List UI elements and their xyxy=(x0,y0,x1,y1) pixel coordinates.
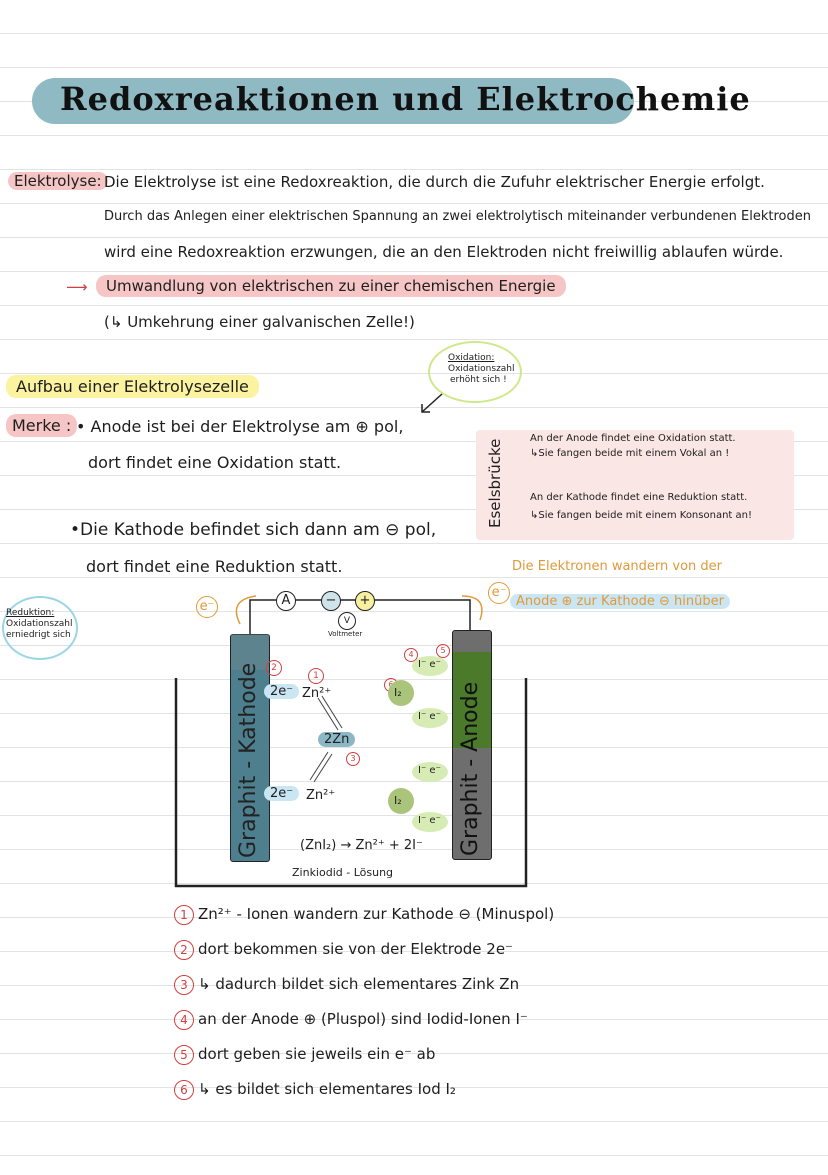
galvanic-note: (↳ Umkehrung einer galvanischen Zelle!) xyxy=(104,313,415,331)
voltmeter-icon: V xyxy=(338,612,356,630)
plus-terminal-icon: + xyxy=(355,591,375,611)
diagram-number-5: 5 xyxy=(436,644,450,658)
solution-label: Zinkiodid - Lösung xyxy=(292,866,394,879)
electron-flow-line1: Die Elektronen wandern von der xyxy=(512,559,723,574)
reduktion-bubble-line3: erniedrigt sich xyxy=(6,630,71,640)
iodine-molecule-2: I₂ xyxy=(394,794,402,807)
zinc-solid: 2Zn xyxy=(318,732,355,747)
eselsbruecke-anode: An der Anode findet eine Oxidation statt. xyxy=(530,433,736,444)
electron-flow-line2: Anode ⊕ zur Kathode ⊖ hinüber xyxy=(510,594,730,609)
eselsbruecke-kathode: An der Kathode findet eine Reduktion statt. xyxy=(530,492,748,503)
step-5: 5 dort geben sie jeweils ein e⁻ ab xyxy=(174,1045,435,1065)
step-4: 4 an der Anode ⊕ (Pluspol) sind Iodid-Ionen I⁻ xyxy=(174,1010,528,1030)
reduktion-bubble-title: Reduktion: xyxy=(6,608,55,618)
kathode-label: Graphit - Kathode xyxy=(236,662,261,858)
oxidation-bubble-line3: erhöht sich ! xyxy=(450,375,507,385)
page-title: Redoxreaktionen und Elektrochemie xyxy=(60,80,751,118)
oxidation-bubble-title: Oxidation: xyxy=(448,353,495,363)
electrons-top: 2e⁻ xyxy=(264,684,299,699)
energy-conversion: Umwandlung von elektrischen zu einer chemischen Energie xyxy=(96,277,566,295)
reduktion-bubble-line2: Oxidationszahl xyxy=(6,619,73,629)
ammeter-icon: A xyxy=(276,591,296,611)
step-2: 2 dort bekommen sie von der Elektrode 2e⁻ xyxy=(174,940,513,960)
eselsbruecke-kathode-hint: ↳Sie fangen beide mit einem Konsonant an! xyxy=(530,510,752,521)
arrow-icon: ⟶ xyxy=(66,278,88,296)
oxidation-bubble-line2: Oxidationszahl xyxy=(448,364,515,374)
elektrolyse-line1: Die Elektrolyse ist eine Redoxreaktion, die durch die Zufuhr elektrischer Energie erfolgt. xyxy=(104,173,765,191)
elektrolyse-line3: wird eine Redoxreaktion erzwungen, die an den Elektroden nicht freiwillig ablaufen würde. xyxy=(104,243,784,261)
elektrolyse-label: Elektrolyse: xyxy=(8,172,108,190)
electrons-bottom: 2e⁻ xyxy=(264,786,299,801)
pointer-arrow-icon xyxy=(416,392,446,416)
iodide-ion-2: I⁻ e⁻ xyxy=(418,711,441,722)
zinc-ion-bottom: Zn²⁺ xyxy=(306,788,336,803)
step-3: 3 ↳ dadurch bildet sich elementares Zink Zn xyxy=(174,975,519,995)
anode-label: Graphit - Anode xyxy=(458,681,483,856)
merke-label: Merke : xyxy=(6,416,77,435)
step-6: 6 ↳ es bildet sich elementares Iod I₂ xyxy=(174,1080,456,1100)
iodine-molecule-1: I₂ xyxy=(394,686,402,699)
dissociation-equation: (ZnI₂) → Zn²⁺ + 2I⁻ xyxy=(300,838,423,853)
diagram-number-4: 4 xyxy=(404,648,418,662)
eselsbruecke-box xyxy=(476,430,794,540)
aufbau-heading: Aufbau einer Elektrolysezelle xyxy=(6,377,259,396)
diagram-number-2: 2 xyxy=(266,660,282,676)
iodide-ion-3: I⁻ e⁻ xyxy=(418,765,441,776)
eselsbruecke-anode-hint: ↳Sie fangen beide mit einem Vokal an ! xyxy=(530,448,730,459)
zinc-ion-top: Zn²⁺ xyxy=(302,686,332,701)
anode-rule-line2: dort findet eine Oxidation statt. xyxy=(88,453,342,472)
step-1: 1 Zn²⁺ - Ionen wandern zur Kathode ⊖ (Minuspol) xyxy=(174,905,554,925)
diagram-number-1: 1 xyxy=(308,668,324,684)
diagram-number-3: 3 xyxy=(346,752,360,766)
anode-rule-line1: • Anode ist bei der Elektrolyse am ⊕ pol, xyxy=(76,417,404,436)
minus-terminal-icon: − xyxy=(321,591,341,611)
kathode-rule-line2: dort findet eine Reduktion statt. xyxy=(86,557,343,576)
voltmeter-label: Voltmeter xyxy=(328,630,363,638)
iodide-ion-4: I⁻ e⁻ xyxy=(418,815,441,826)
kathode-rule-line1: •Die Kathode befindet sich dann am ⊖ pol, xyxy=(70,520,437,540)
electron-left-icon: e⁻ xyxy=(196,596,218,618)
iodide-ion-1: I⁻ e⁻ xyxy=(418,659,441,670)
electron-right-icon: e⁻ xyxy=(488,582,510,604)
eselsbruecke-label: Eselsbrücke xyxy=(486,438,504,528)
elektrolyse-line2: Durch das Anlegen einer elektrischen Spannung an zwei elektrolytisch miteinander verbundenen Elektroden xyxy=(104,209,811,224)
